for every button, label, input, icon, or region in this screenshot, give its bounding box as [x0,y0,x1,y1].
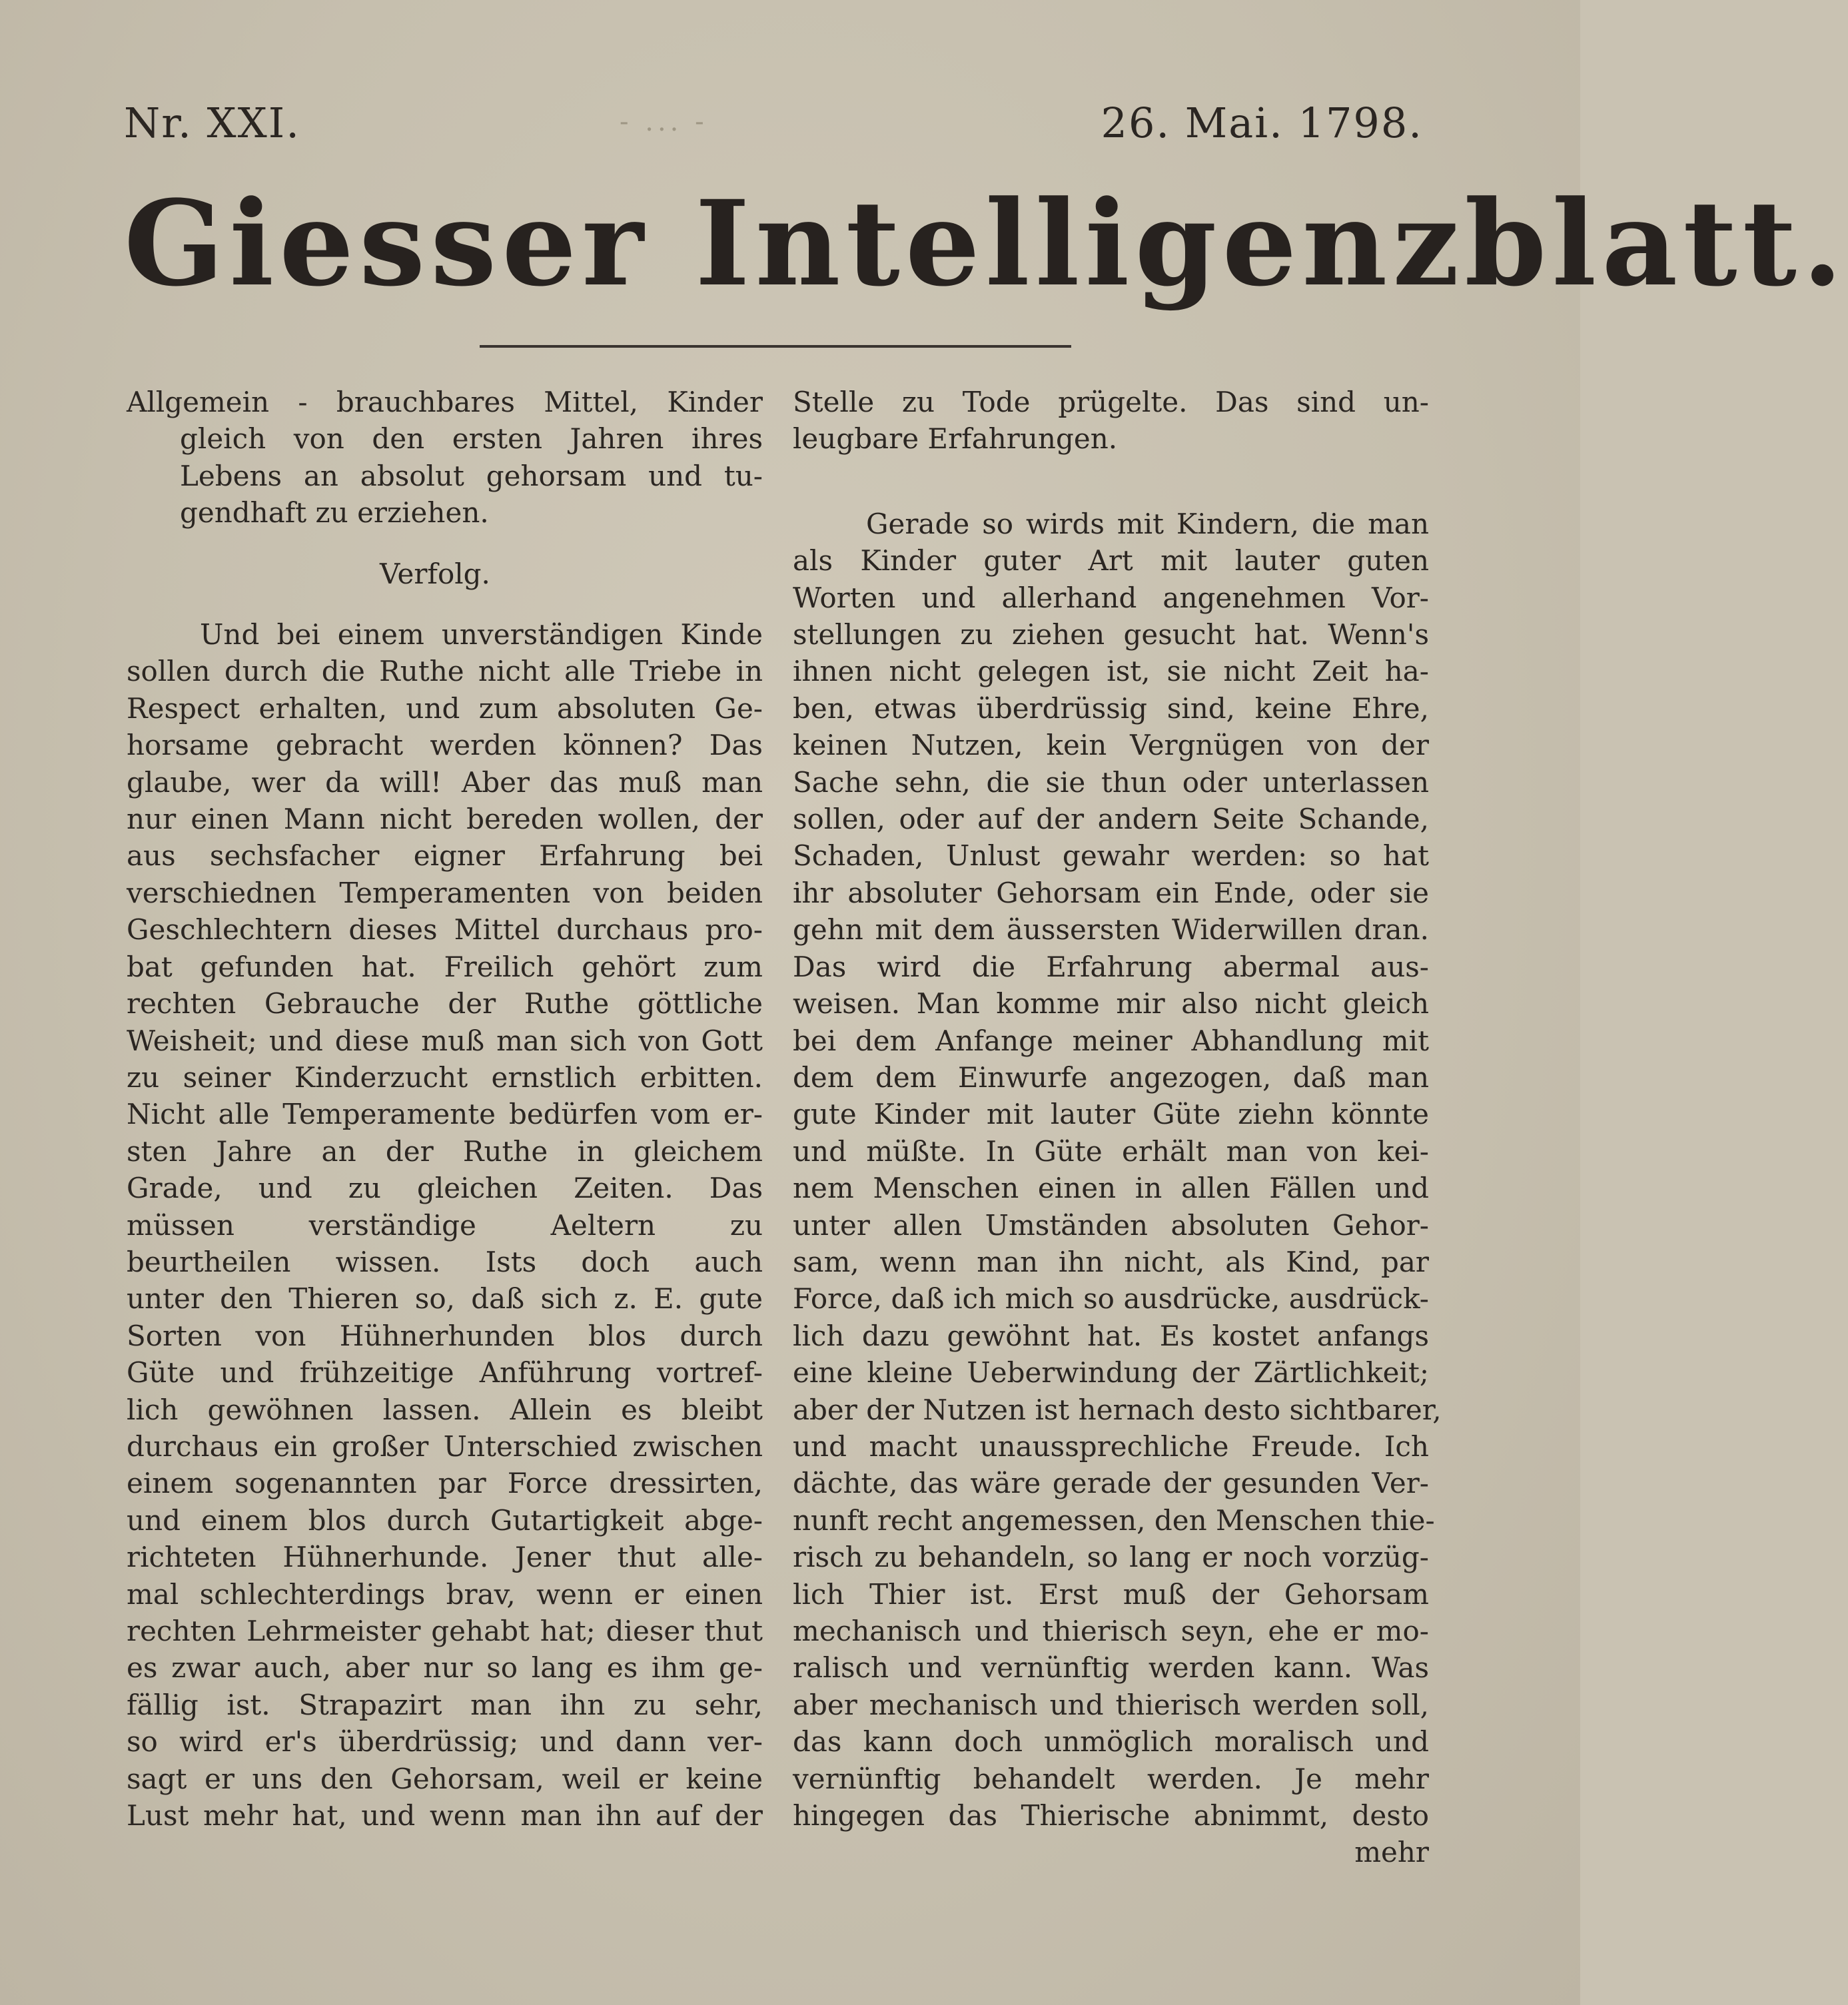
text-line: rechten Gebrauche der Ruthe göttliche [127,987,763,1020]
text-line: eine kleine Ueberwindung der Zärtlichkeit; [793,1356,1429,1390]
text-line: hingegen das Thierische abnimmt, desto [793,1799,1429,1832]
text-line: bat gefunden hat. Freilich gehört zum [127,950,763,983]
text-line: Und bei einem unverständigen Kinde [200,618,763,651]
text-line: Worten und allerhand angenehmen Vor- [793,581,1429,614]
text-line: mal schlechterdings brav, wenn er einen [127,1577,763,1611]
text-line: sollen, oder auf der andern Seite Schande, [793,803,1429,836]
text-line: durchaus ein großer Unterschied zwischen [127,1429,763,1463]
text-line: und müßte. In Güte erhält man von kei- [793,1134,1429,1168]
text-line: Gerade so wirds mit Kindern, die man [866,507,1429,540]
text-line: Force, daß ich mich so ausdrücke, ausdrück- [793,1282,1429,1316]
text-line: Güte und frühzeitige Anführung vortref- [127,1356,763,1390]
text-line: glaube, wer da will! Aber das muß man [127,765,763,799]
text-line: sten Jahre an der Ruthe in gleichem [127,1134,763,1168]
text-line: nem Menschen einen in allen Fällen und [793,1172,1429,1205]
faint-mark: - ... - [620,107,708,137]
text-line: aber mechanisch und thierisch werden soll, [793,1688,1429,1721]
text-line: aber der Nutzen ist hernach desto sichtbarer, [793,1393,1442,1426]
text-line: keinen Nutzen, kein Vergnügen von der [793,729,1429,762]
text-line: Respect erhalten, und zum absoluten Ge- [127,691,763,725]
text-line: unter allen Umständen absoluten Gehor- [793,1208,1429,1242]
text-line: aus sechsfacher eigner Erfahrung bei [127,839,763,873]
text-line: einem sogenannten par Force dressirten, [127,1467,763,1500]
text-line: nunft recht angemessen, den Menschen thie- [793,1503,1435,1537]
masthead-rule [480,345,1071,348]
text-line: horsame gebracht werden können? Das [127,729,763,762]
text-line: unter den Thieren so, daß sich z. E. gute [127,1282,763,1316]
headline-line: Lebens an absolut gehorsam und tu- [180,459,763,492]
text-line: so wird er's überdrüssig; und dann ver- [127,1725,763,1759]
text-line: weisen. Man komme mir also nicht gleich [793,987,1429,1020]
text-line: Schaden, Unlust gewahr werden: so hat [793,839,1429,873]
text-line: bei dem Anfange meiner Abhandlung mit [793,1024,1429,1057]
text-line: Das wird die Erfahrung abermal aus- [793,950,1429,983]
text-line: und macht unaussprechliche Freude. Ich [793,1429,1429,1463]
text-line: gute Kinder mit lauter Güte ziehn könnte [793,1098,1429,1131]
headline-line: Allgemein - brauchbares Mittel, Kinder [127,386,763,418]
text-line: fällig ist. Strapazirt man ihn zu sehr, [127,1688,763,1721]
text-line: gehn mit dem äussersten Widerwillen dran. [793,913,1429,947]
text-line: lich dazu gewöhnt hat. Es kostet anfangs [793,1319,1429,1352]
text-line: es zwar auch, aber nur so lang es ihm ge- [127,1651,763,1685]
right-column [793,384,1442,1871]
text-line: lich gewöhnen lassen. Allein es bleibt [127,1393,763,1426]
headline-line: gendhaft zu erziehen. [180,496,489,530]
text-line: Nicht alle Temperamente bedürfen vom er- [127,1098,763,1131]
text-line: ihr absoluter Gehorsam ein Ende, oder sie [793,876,1429,909]
text-line: sollen durch die Ruthe nicht alle Triebe in [127,655,763,688]
text-line: lich Thier ist. Erst muß der Gehorsam [793,1577,1429,1611]
text-line: Stelle zu Tode prügelte. Das sind un- [793,386,1429,418]
text-line: ben, etwas überdrüssig sind, keine Ehre, [793,691,1429,725]
headline-line: gleich von den ersten Jahren ihres [180,422,763,456]
paragraph-gap [127,592,763,616]
text-line: dächte, das wäre gerade der gesunden Ver- [793,1467,1429,1500]
text-line: beurtheilen wissen. Ists doch auch [127,1245,763,1278]
text-line: und einem blos durch Gutartigkeit abge- [127,1503,763,1537]
text-line: zu seiner Kinderzucht ernstlich erbitten. [127,1060,763,1094]
text-line: Weisheit; und diese muß man sich von Gott [127,1024,763,1057]
text-line: verschiednen Temperamenten von beiden [127,876,763,909]
subhead: Verfolg. [380,557,490,590]
text-line: müssen verständige Aeltern zu [127,1208,763,1242]
paragraph-gap [127,532,763,556]
text-line: leugbare Erfahrungen. [793,422,1118,456]
text-line: ralisch und vernünftig werden kann. Was [793,1651,1429,1685]
issue-number: Nr. XXI. [124,99,300,147]
text-line: dem dem Einwurfe angezogen, daß man [793,1060,1429,1094]
left-column [127,384,763,1834]
text-line: stellungen zu ziehen gesucht hat. Wenn's [793,618,1429,651]
issue-date: 26. Mai. 1798. [1101,99,1423,147]
text-line: rechten Lehrmeister gehabt hat; dieser thut [127,1615,763,1647]
masthead-title: Giesser Intelligenzblatt. [124,175,1848,312]
text-line: risch zu behandeln, so lang er noch vorzüg- [793,1541,1429,1574]
paragraph-gap [793,458,1429,482]
text-line: als Kinder guter Art mit lauter guten [793,544,1429,578]
text-line: richteten Hühnerhunde. Jener thut alle- [127,1541,763,1574]
catchword: mehr [1354,1836,1429,1869]
text-line: Lust mehr hat, und wenn man ihn auf der [127,1799,763,1832]
text-line: sam, wenn man ihn nicht, als Kind, par [793,1245,1429,1278]
text-line: Geschlechtern dieses Mittel durchaus pro- [127,913,763,947]
text-line: das kann doch unmöglich moralisch und [793,1725,1429,1759]
text-line: vernünftig behandelt werden. Je mehr [793,1762,1429,1795]
text-line: Grade, und zu gleichen Zeiten. Das [127,1172,763,1205]
text-line: nur einen Mann nicht bereden wollen, der [127,803,763,836]
text-line: sagt er uns den Gehorsam, weil er keine [127,1762,763,1795]
text-line: Sache sehn, die sie thun oder unterlassen [793,765,1429,799]
text-line: ihnen nicht gelegen ist, sie nicht Zeit ha- [793,655,1429,688]
text-line: mechanisch und thierisch seyn, ehe er mo- [793,1615,1429,1647]
text-line: Sorten von Hühnerhunden blos durch [127,1319,763,1352]
paragraph-gap [793,482,1429,506]
